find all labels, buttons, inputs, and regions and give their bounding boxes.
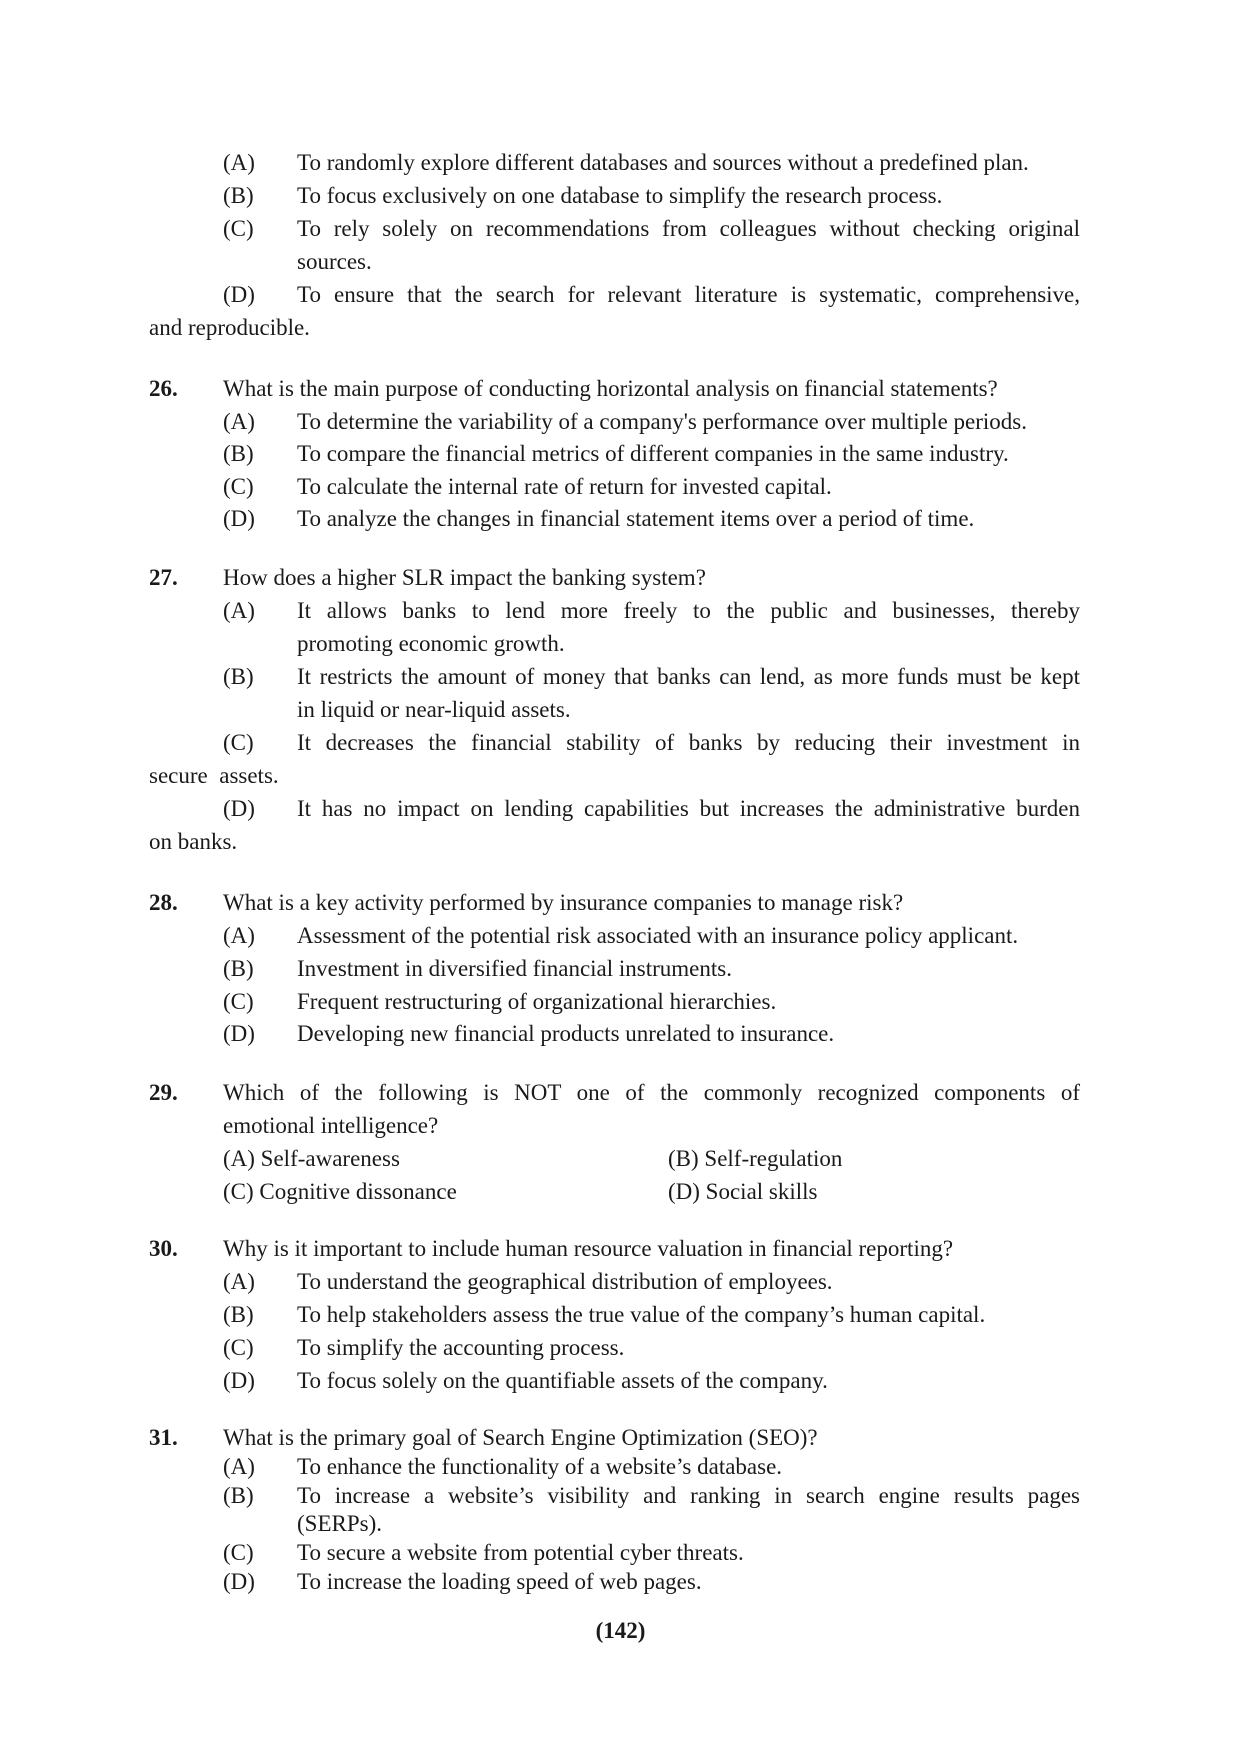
q27-option-b-text: It restricts the amount of money that banks can lend, as more funds must be kept — [297, 664, 1080, 689]
q28-option-c-text: Frequent restructuring of organizational hierarchies. — [297, 989, 777, 1014]
q29-option-c: (C) Cognitive dissonance — [223, 1179, 457, 1204]
q30-option-c-label: (C) — [223, 1335, 254, 1360]
q28-option-d-label: (D) — [223, 1021, 255, 1046]
q26-option-c-text: To calculate the internal rate of return for invested capital. — [297, 474, 832, 499]
q30-option-b-label: (B) — [223, 1302, 254, 1327]
q29-question-cont: emotional intelligence? — [223, 1113, 439, 1138]
q25-option-b-label: (B) — [223, 183, 254, 208]
q28-option-b-label: (B) — [223, 956, 254, 981]
q27-option-b-text-cont: in liquid or near-liquid assets. — [297, 697, 571, 722]
q27-option-c-text-cont: secure assets. — [149, 763, 279, 788]
q29-option-a: (A) Self-awareness — [223, 1146, 400, 1171]
q26-question: What is the main purpose of conducting horizontal analysis on financial statements? — [223, 376, 998, 401]
q26-option-b-label: (B) — [223, 441, 254, 466]
q26-option-a-label: (A) — [223, 409, 255, 434]
q30-option-d-text: To focus solely on the quantifiable assets of the company. — [297, 1368, 828, 1393]
q25-option-a-label: (A) — [223, 150, 255, 175]
q26-option-d-label: (D) — [223, 506, 255, 531]
q31-question: What is the primary goal of Search Engine Optimization (SEO)? — [223, 1425, 818, 1450]
q27-option-c-label: (C) — [223, 730, 254, 755]
q28-option-c-label: (C) — [223, 989, 254, 1014]
q28-option-a-text: Assessment of the potential risk associated with an insurance policy applicant. — [297, 923, 1019, 948]
q25-option-d-text: To ensure that the search for relevant literature is systematic, comprehensive, — [297, 282, 1080, 307]
q27-option-d-text-cont: on banks. — [149, 829, 238, 854]
q27-option-a-label: (A) — [223, 598, 255, 623]
q31-option-b-text: To increase a website’s visibility and ranking in search engine results pages — [297, 1483, 1080, 1508]
q28-option-b-text: Investment in diversified financial instruments. — [297, 956, 732, 981]
q30-question: Why is it important to include human resource valuation in financial reporting? — [223, 1236, 954, 1261]
q30-option-a-label: (A) — [223, 1269, 255, 1294]
q30-option-a-text: To understand the geographical distribution of employees. — [297, 1269, 833, 1294]
q27-option-a-text-cont: promoting economic growth. — [297, 631, 565, 656]
q29-number: 29. — [149, 1080, 178, 1105]
q31-number: 31. — [149, 1425, 178, 1450]
q28-option-d-text: Developing new financial products unrelated to insurance. — [297, 1021, 835, 1046]
page-number: (142) — [595, 1618, 646, 1643]
q27-option-c-text: It decreases the financial stability of banks by reducing their investment in — [297, 730, 1080, 755]
q30-number: 30. — [149, 1236, 178, 1261]
q26-option-b-text: To compare the financial metrics of different companies in the same industry. — [297, 441, 1009, 466]
q25-option-a-text: To randomly explore different databases and sources without a predefined plan. — [297, 150, 1029, 175]
q25-option-c-label: (C) — [223, 216, 254, 241]
q27-question: How does a higher SLR impact the banking system? — [223, 565, 706, 590]
q28-number: 28. — [149, 890, 178, 915]
q25-option-c-text-cont: sources. — [297, 249, 372, 274]
q27-option-d-label: (D) — [223, 796, 255, 821]
q31-option-b-text-cont: (SERPs). — [297, 1511, 382, 1536]
q28-question: What is a key activity performed by insurance companies to manage risk? — [223, 890, 904, 915]
q31-option-c-label: (C) — [223, 1540, 254, 1565]
q31-option-d-label: (D) — [223, 1569, 255, 1594]
q25-option-c-text: To rely solely on recommendations from colleagues without checking original — [297, 216, 1080, 241]
q27-number: 27. — [149, 565, 178, 590]
q26-option-d-text: To analyze the changes in financial statement items over a period of time. — [297, 506, 975, 531]
q25-option-b-text: To focus exclusively on one database to simplify the research process. — [297, 183, 943, 208]
q26-number: 26. — [149, 376, 178, 401]
q31-option-b-label: (B) — [223, 1483, 254, 1508]
q27-option-b-label: (B) — [223, 664, 254, 689]
q29-option-d: (D) Social skills — [668, 1179, 818, 1204]
q27-option-a-text: It allows banks to lend more freely to the public and businesses, thereby — [297, 598, 1080, 623]
q29-option-b: (B) Self-regulation — [668, 1146, 843, 1171]
q25-option-d-text-cont: and reproducible. — [149, 315, 310, 340]
q31-option-a-text: To enhance the functionality of a website’s database. — [297, 1454, 783, 1479]
q26-option-a-text: To determine the variability of a company's performance over multiple periods. — [297, 409, 1027, 434]
q31-option-c-text: To secure a website from potential cyber threats. — [297, 1540, 744, 1565]
q30-option-d-label: (D) — [223, 1368, 255, 1393]
q29-question: Which of the following is NOT one of the commonly recognized components of — [223, 1080, 1080, 1105]
q31-option-d-text: To increase the loading speed of web pages. — [297, 1569, 702, 1594]
q25-option-d-label: (D) — [223, 282, 255, 307]
q26-option-c-label: (C) — [223, 474, 254, 499]
q30-option-b-text: To help stakeholders assess the true value of the company’s human capital. — [297, 1302, 986, 1327]
q31-option-a-label: (A) — [223, 1454, 255, 1479]
q30-option-c-text: To simplify the accounting process. — [297, 1335, 625, 1360]
q27-option-d-text: It has no impact on lending capabilities but increases the administrative burden — [297, 796, 1080, 821]
q28-option-a-label: (A) — [223, 923, 255, 948]
